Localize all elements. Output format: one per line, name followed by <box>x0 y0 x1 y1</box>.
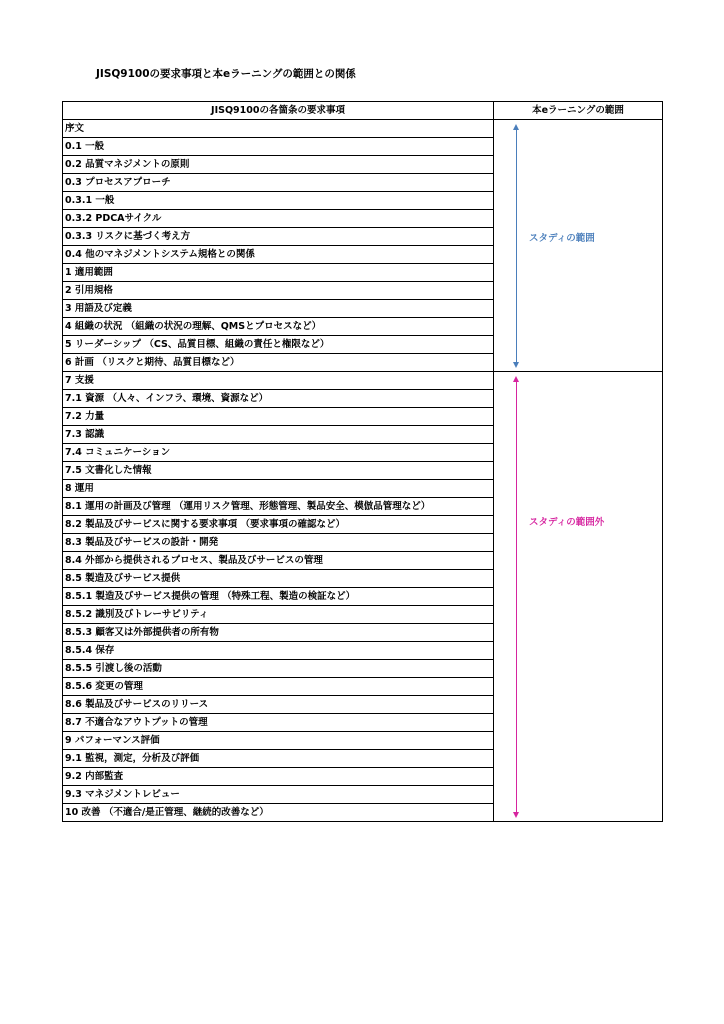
requirement-cell: 9.3 マネジメントレビュー <box>63 786 494 804</box>
requirement-cell: 9 パフォーマンス評価 <box>63 732 494 750</box>
requirement-cell: 8.6 製品及びサービスのリリース <box>63 696 494 714</box>
requirement-cell: 8.5.3 顧客又は外部提供者の所有物 <box>63 624 494 642</box>
scope-range-line <box>516 380 517 814</box>
requirement-cell: 0.1 一般 <box>63 138 494 156</box>
out-of-scope-label: スタディの範囲外 <box>529 517 605 528</box>
requirement-cell: 6 計画 （リスクと期待、品質目標など） <box>63 354 494 372</box>
table-header-row <box>63 102 663 120</box>
requirement-cell: 10 改善 （不適合/是正管理、継続的改善など） <box>63 804 494 822</box>
scope-column-header: 本eラーニングの範囲 <box>494 102 663 120</box>
requirement-cell: 8.5.2 識別及びトレーサビリティ <box>63 606 494 624</box>
requirement-cell: 8 運用 <box>63 480 494 498</box>
requirement-cell: 2 引用規格 <box>63 282 494 300</box>
requirement-cell: 7 支援 <box>63 372 494 390</box>
document-title: JISQ9100の要求事項と本eラーニングの範囲との関係 <box>96 68 356 80</box>
requirement-cell: 8.7 不適合なアウトプットの管理 <box>63 714 494 732</box>
requirement-cell: 7.1 資源 （人々、インフラ、環境、資源など） <box>63 390 494 408</box>
requirement-cell: 8.5.5 引渡し後の活動 <box>63 660 494 678</box>
in-scope-cell <box>494 120 663 372</box>
requirement-cell: 8.5 製造及びサービス提供 <box>63 570 494 588</box>
table-row <box>63 372 663 390</box>
requirement-cell: 8.1 運用の計画及び管理 （運用リスク管理、形態管理、製品安全、模倣品管理など） <box>63 498 494 516</box>
requirements-column-header: JISQ9100の各箇条の要求事項 <box>63 102 494 120</box>
requirement-cell: 0.4 他のマネジメントシステム規格との関係 <box>63 246 494 264</box>
requirement-cell: 7.2 力量 <box>63 408 494 426</box>
out-of-scope-cell <box>494 372 663 822</box>
requirement-cell: 0.2 品質マネジメントの原則 <box>63 156 494 174</box>
requirement-cell: 0.3.2 PDCAサイクル <box>63 210 494 228</box>
requirement-cell: 8.5.6 変更の管理 <box>63 678 494 696</box>
scope-range-line <box>516 128 517 364</box>
requirement-cell: 8.3 製品及びサービスの設計・開発 <box>63 534 494 552</box>
table-row <box>63 120 663 138</box>
requirement-cell: 1 適用範囲 <box>63 264 494 282</box>
requirement-cell: 3 用語及び定義 <box>63 300 494 318</box>
requirement-cell: 0.3.3 リスクに基づく考え方 <box>63 228 494 246</box>
arrow-down-icon <box>513 362 519 368</box>
in-scope-label: スタディの範囲 <box>529 233 595 244</box>
requirement-cell: 4 組織の状況 （組織の状況の理解、QMSとプロセスなど） <box>63 318 494 336</box>
requirements-table-body <box>63 120 663 822</box>
requirement-cell: 8.5.1 製造及びサービス提供の管理 （特殊工程、製造の検証など） <box>63 588 494 606</box>
requirement-cell: 9.2 内部監査 <box>63 768 494 786</box>
requirement-cell: 8.2 製品及びサービスに関する要求事項 （要求事項の確認など） <box>63 516 494 534</box>
requirement-cell: 0.3.1 一般 <box>63 192 494 210</box>
requirement-cell: 7.3 認識 <box>63 426 494 444</box>
arrow-down-icon <box>513 812 519 818</box>
requirement-cell: 8.4 外部から提供されるプロセス、製品及びサービスの管理 <box>63 552 494 570</box>
requirement-cell: 9.1 監視，測定，分析及び評価 <box>63 750 494 768</box>
requirement-cell: 序文 <box>63 120 494 138</box>
requirement-cell: 5 リーダーシップ （CS、品質目標、組織の責任と権限など） <box>63 336 494 354</box>
requirement-cell: 7.5 文書化した情報 <box>63 462 494 480</box>
requirement-cell: 7.4 コミュニケーション <box>63 444 494 462</box>
requirement-cell: 8.5.4 保存 <box>63 642 494 660</box>
requirements-table <box>62 101 663 822</box>
requirement-cell: 0.3 プロセスアプローチ <box>63 174 494 192</box>
